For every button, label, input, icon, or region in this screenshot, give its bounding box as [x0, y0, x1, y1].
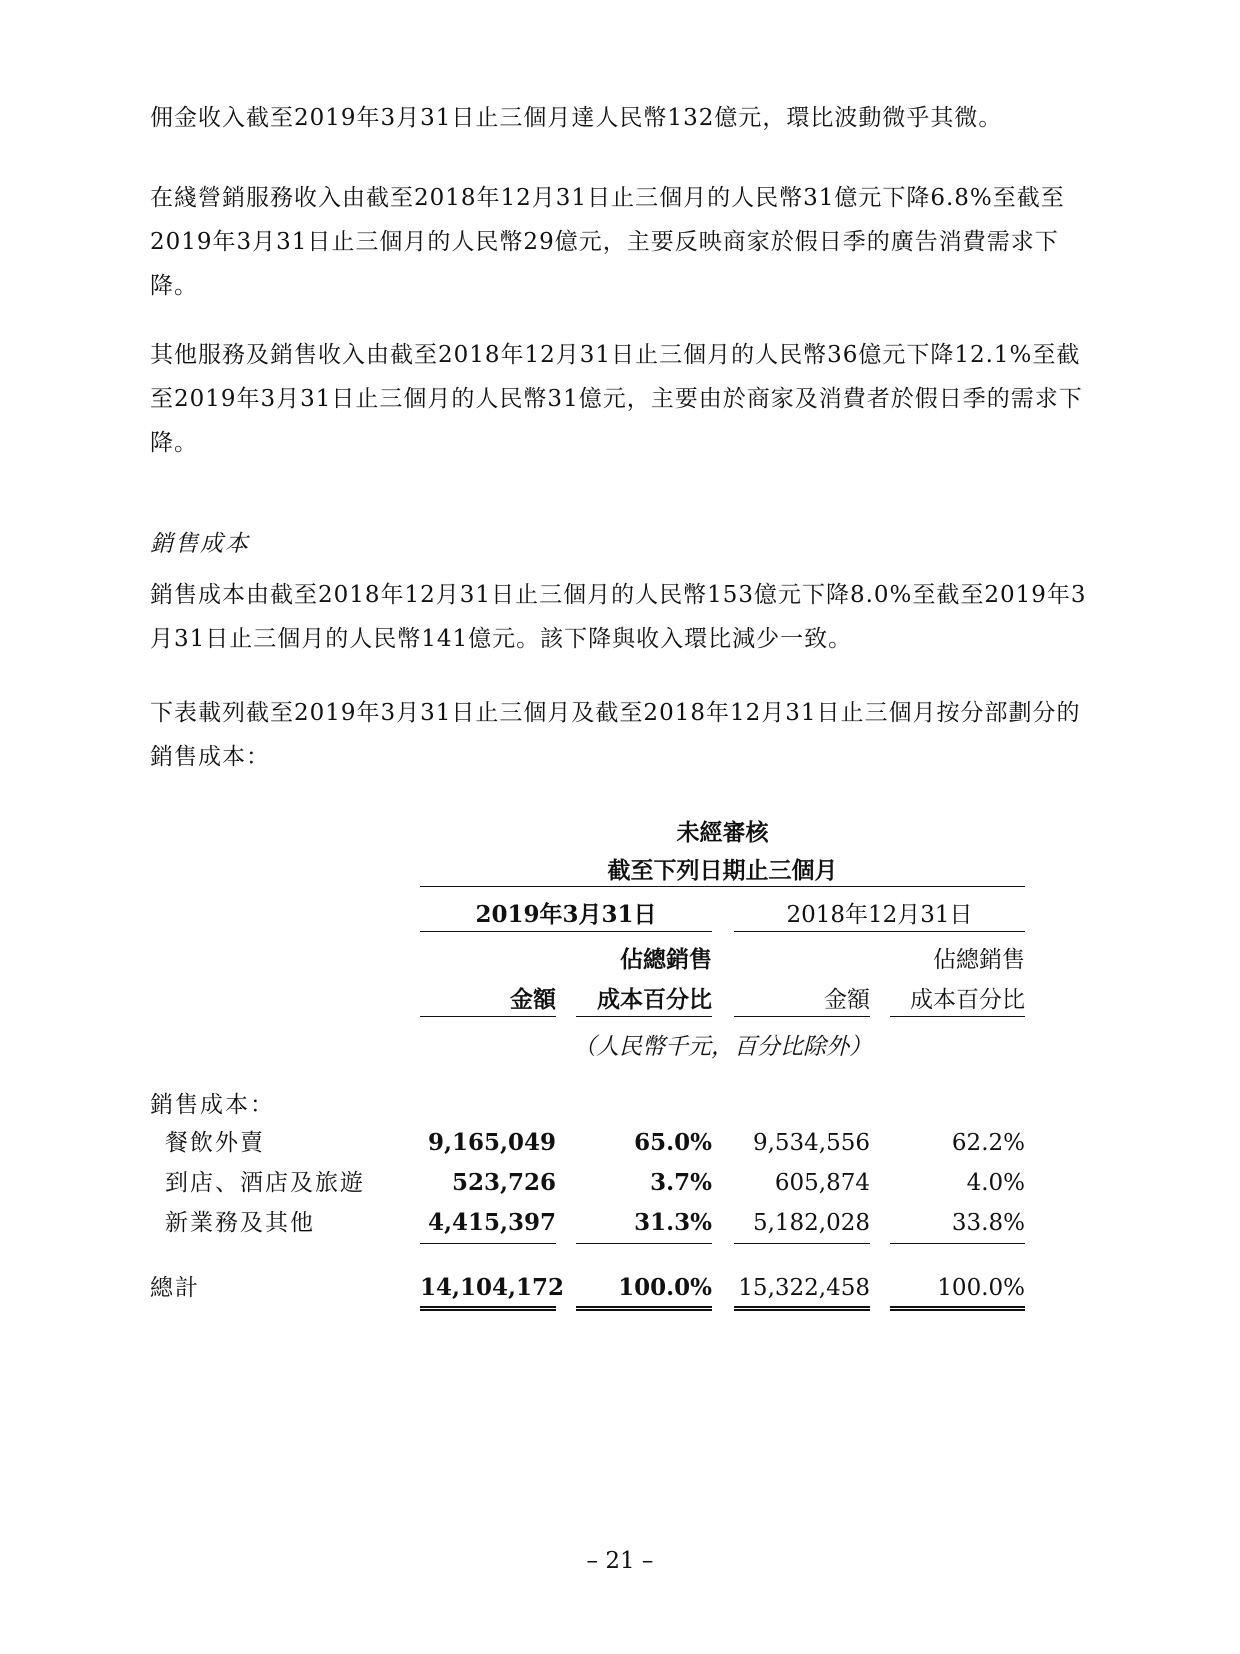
cell-pct-2019: 31.3%: [634, 1209, 712, 1236]
total-label: 總計: [150, 1275, 200, 1301]
pct-header-2019-line2: 成本百分比: [597, 987, 712, 1013]
cell-pct-2019: 3.7%: [650, 1169, 712, 1196]
pct-header-2019-line1: 佔總銷售: [620, 947, 712, 973]
cell-amount-2019: 4,415,397: [427, 1209, 556, 1236]
amount-header-2019: 金額: [510, 987, 556, 1013]
pct-header-2018-line2: 成本百分比: [910, 987, 1025, 1013]
total-pct-2018: 100.0%: [937, 1275, 1025, 1301]
subtotal-rule: [576, 1243, 712, 1244]
total-amount-2019: 14,104,172: [420, 1274, 565, 1301]
cell-pct-2019: 65.0%: [634, 1129, 712, 1156]
total-double-rule: [576, 1306, 712, 1311]
amount-2018-rule: [734, 1016, 870, 1017]
table-section-label: 銷售成本：: [150, 1092, 275, 1118]
paragraph-online-marketing-revenue: 在綫營銷服務收入由截至2018年12月31日止三個月的人民幣31億元下降6.8%至截至2019年3月31日止三個月的人民幣29億元，主要反映商家於假日季的廣告消費需求下降。: [150, 185, 1065, 299]
page-number: – 21 –: [586, 1548, 654, 1574]
cell-pct-2018: 33.8%: [951, 1210, 1025, 1236]
pct-2018-rule: [890, 1016, 1025, 1017]
paragraph-cost-of-sales: 銷售成本由截至2018年12月31日止三個月的人民幣153億元下降8.0%至截至2019年3月31日止三個月的人民幣141億元。該下降與收入環比減少一致。: [150, 582, 1087, 652]
column-2018-rule: [734, 931, 1025, 932]
row-label-food-delivery: 餐飲外賣: [165, 1130, 265, 1156]
cell-pct-2018: 4.0%: [966, 1170, 1025, 1196]
row-label-in-store-hotel-travel: 到店、酒店及旅遊: [165, 1170, 365, 1196]
cell-amount-2018: 5,182,028: [752, 1210, 870, 1236]
row-label-new-initiatives: 新業務及其他: [165, 1210, 315, 1236]
column-2019-rule: [420, 931, 712, 932]
amount-2019-rule: [420, 1016, 556, 1017]
cell-amount-2019: 9,165,049: [427, 1129, 556, 1156]
amount-header-2018: 金額: [824, 987, 870, 1013]
header-period: 截至下列日期止三個月: [607, 858, 838, 884]
subtotal-rule: [420, 1243, 556, 1244]
column-header-2018: 2018年12月31日: [786, 902, 973, 928]
paragraph-other-services-revenue: 其他服務及銷售收入由截至2018年12月31日止三個月的人民幣36億元下降12.1%至截至2019年3月31日止三個月的人民幣31億元，主要由於商家及消費者於假日季的需求下降。: [150, 342, 1083, 456]
total-double-rule: [890, 1306, 1025, 1311]
subtotal-rule: [734, 1243, 870, 1244]
pct-2019-rule: [576, 1016, 712, 1017]
cell-amount-2018: 9,534,556: [752, 1130, 870, 1156]
header-period-rule: [420, 886, 1025, 887]
total-pct-2019: 100.0%: [618, 1274, 712, 1301]
paragraph-table-intro: 下表載列截至2019年3月31日止三個月及截至2018年12月31日止三個月按分部劃分的銷售成本：: [150, 700, 1081, 770]
unit-note: （人民幣千元，百分比除外）: [573, 1034, 872, 1060]
cell-amount-2018: 605,874: [774, 1170, 870, 1196]
subtotal-rule: [890, 1243, 1025, 1244]
cell-pct-2018: 62.2%: [951, 1130, 1025, 1156]
total-amount-2018: 15,322,458: [738, 1275, 870, 1301]
column-header-2019: 2019年3月31日: [475, 901, 657, 928]
total-double-rule: [734, 1306, 870, 1311]
header-unaudited: 未經審核: [676, 820, 769, 846]
section-heading-cost-of-sales: 銷售成本: [150, 531, 250, 557]
pct-header-2018-line1: 佔總銷售: [933, 947, 1025, 973]
total-double-rule: [420, 1306, 556, 1311]
cell-amount-2019: 523,726: [451, 1169, 556, 1196]
paragraph-commission-revenue: 佣金收入截至2019年3月31日止三個月達人民幣132億元，環比波動微乎其微。: [150, 105, 1003, 131]
